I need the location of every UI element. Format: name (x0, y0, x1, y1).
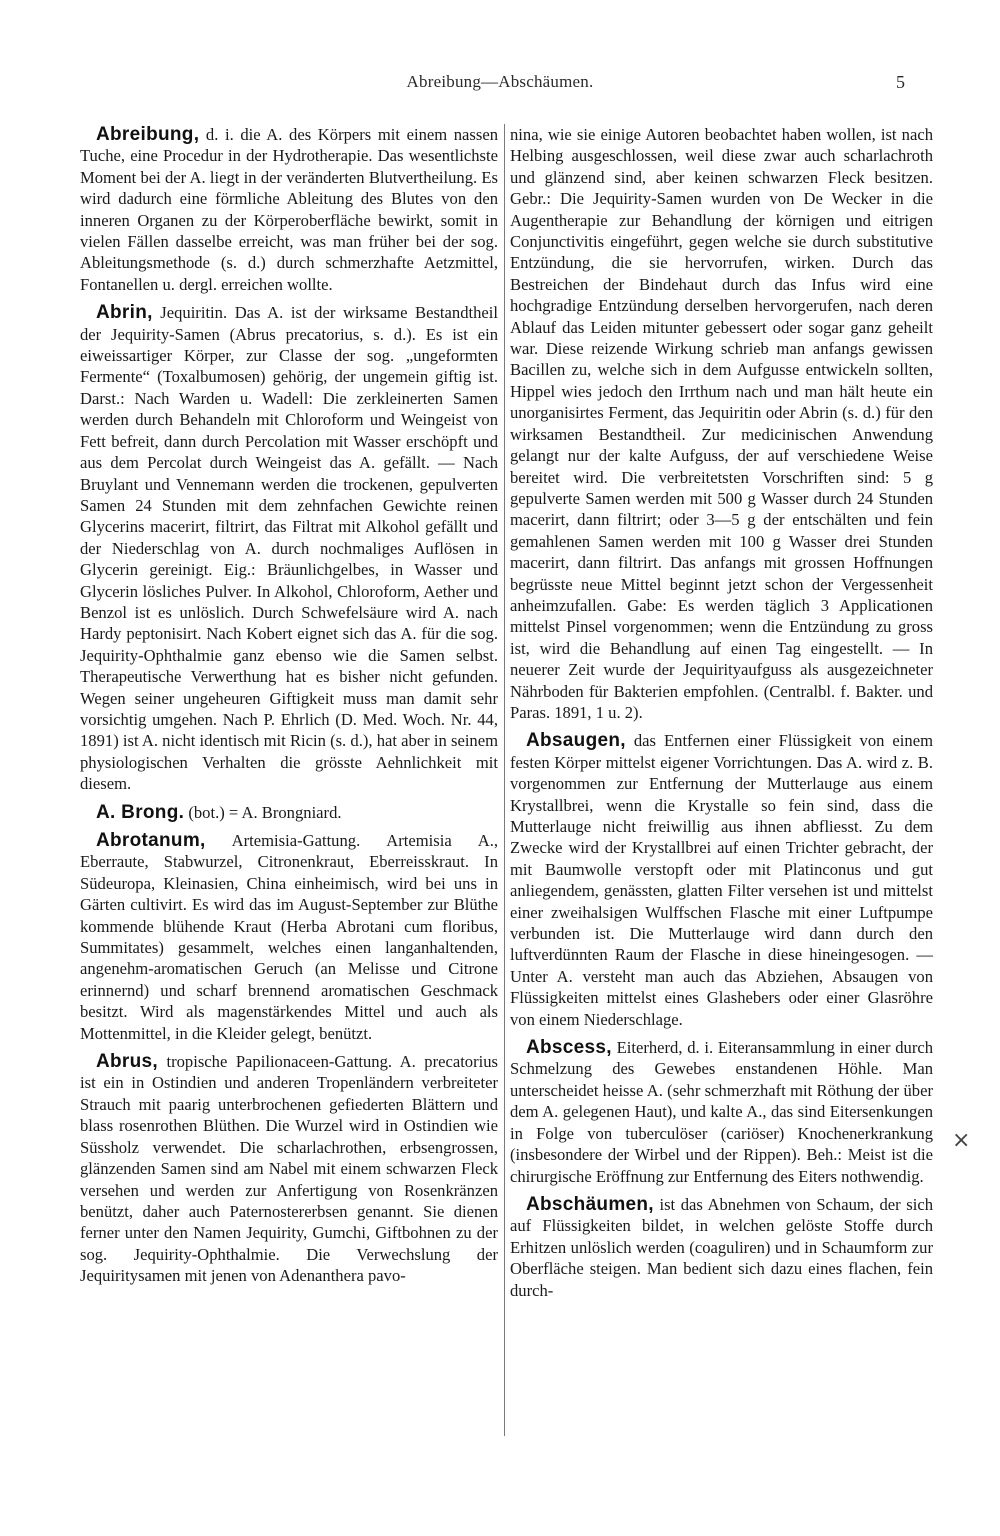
entry-text: Eiterherd, d. i. Eiteransammlung in einer durch Schmelzung des Gewebes enstandenen Höhle. Man unterscheidet heisse A. (sehr schmerzhaft mit Röthung der über dem A. gelegenen Haut), und kalte A., das sind Eitersenkungen in Folge von tuberculöser (cariöser) Knochenerkrankung (insbesondere der Wirbel und der Rippen). Beh.: Meist ist die chirurgische Eröffnung zur Entfernung des Eiters nothwendig. (510, 1038, 934, 1186)
entry-text: Artemisia-Gattung. Artemisia A., Eberraute, Stabwurzel, Citronenkraut, Eberreisskraut. In Südeuropa, Kleinasien, China einheimisch, wird bei uns in Gärten cultivirt. Es wird das im August-September zur Blüthe kommende blühende Kraut (Herba Abrotani cum floribus, Summitates) gesammelt, welches einen langanhaltenden, angenehm-aromatischen Geruch (an Melisse und Citrone erinnernd) und scharf brennend aromatischen Geschmack besitzt. Wird als magenstärkendes Mittel und auch als Mottenmittel, in die Kleider gelegt, benützt. (80, 831, 499, 1043)
page-number: 5 (896, 72, 905, 92)
entry-text: (bot.) = A. Brongniard. (188, 802, 342, 822)
column-divider (504, 124, 505, 1436)
right-column (510, 124, 933, 1308)
entry-abrin (80, 302, 498, 794)
left-column (80, 124, 498, 1294)
entry-text: tropische Papilionaceen-Gattung. A. precatorius ist ein in Ostindien und anderen Tropenländern verbreiteter Strauch mit paarig unterbrochenen gefiederten Blättern und blass rosenrothen Blüthen. Die Wurzel wird in Ostindien wie Süssholz verwendet. Die scharlachrothen, erbsengrossen, glänzenden Samen sind am Nabel mit einem schwarzen Fleck versehen und werden zur Anfertigung von Rosenkränzen benützt, daher auch Paternostererbsen genannt. Sie dienen ferner unter den Namen Jequirity, Gumchi, Giftbohnen zu der sog. Jequirity-Ophthalmie. Die Verwechslung der Jequiritysamen mit jenen von Adenanthera pavo- (80, 1052, 498, 1286)
entry-headword: Abrotanum, (96, 830, 206, 851)
margin-cross-mark: × (952, 1128, 971, 1153)
entry-abrotanum (80, 830, 498, 1044)
entry-abrus (80, 1051, 498, 1286)
running-header: Abreibung—Abschäumen. (406, 72, 594, 91)
entry-abschaeumen (510, 1194, 933, 1301)
entry-absaugen (510, 730, 933, 1030)
entry-text: ist das Abnehmen von Schaum, der sich auf Flüssigkeiten bildet, in welchen gelöste Stoffe durch Erhitzen unlöslich werden (coaguliren) und in Schaumform zur Oberfläche steigen. Man bedient sich dazu eines flachen, fein durch- (510, 1194, 933, 1300)
entry-a-brong (80, 802, 498, 823)
entry-abrus-continued (510, 124, 933, 723)
entry-headword: Abscess, (526, 1037, 612, 1059)
entry-text: Jequiritin. Das A. ist der wirksame Bestandtheil der Jequirity-Samen (Abrus precatorius, s. d.). Es ist ein eiweissartiger Körper, zur Classe der sog. „ungeformten Fermente“ (Toxalbumosen) gehörig, der ungemein giftig ist. Darst.: Nach Warden u. Wadell: Die zerkleinerten Samen werden durch Behandeln mit Chloroform und Weingeist von Fett befreit, dann durch Percolation mit Wasser erschöpft und aus dem Percolat durch Weingeist das A. gefällt. — Nach Bruylant und Vennemann werden die trockenen, gepulverten Samen 24 Stunden mit dem zehnfachen Gewichte reinen Glycerins macerirt, filtrirt, das Filtrat mit Alkohol gefällt und der Niederschlag von A. durch nochmaliges Auflösen in Glycerin gereinigt. Eig.: Bräunlichgelbes, in Wasser und Glycerin lösliches Pulver. In Alkohol, Chloroform, Aether und Benzol ist es unlöslich. Durch Schwefelsäure wird A. nach Hardy peptonisirt. Nach Kobert eignet sich das A. für die sog. Jequirity-Ophthalmie ganz ebenso wie die Samen selbst. Therapeutische Verwerthung hat es bisher nicht gefunden. Wegen seiner ungeheuren Giftigkeit muss man damit sehr vorsichtig umgehen. Nach P. Ehrlich (D. Med. Woch. Nr. 44, 1891) ist A. nicht identisch mit Ricin (s. d.), hat aber in seinem physiologischen Verhalten die grösste Aehnlichkeit mit diesem. (80, 303, 498, 794)
entry-headword: Abreibung, (96, 124, 200, 145)
entry-text: nina, wie sie einige Autoren beobachtet haben wollen, ist nach Helbing ausgeschlossen, weil diese zwar auch scharlachroth und glänzend sind, aber keinen schwarzen Fleck besitzen. Gebr.: Die Jequirity-Samen wurden von De Wecker in die Augentherapie zur Behandlung der körnigen und eitrigen Conjunctivitis eingeführt, gegen welche sie durch substitutive Entzündung, die sie hervorrufen, wirken. Durch das Bestreichen der Bindehaut durch das Infus wird eine hochgradige Entzündung derselben hervorgerufen, nach deren Ablauf das Leiden mitunter gebessert oder sogar ganz geheilt war. Diese reizende Wirkung schrieb man anfangs gewissen Bacillen zu, welche sich in dem Aufgusse entwickeln sollten, Hippel wies jedoch den Irrthum nach und man hält heute ein unorganisirtes Ferment, das Jequiritin oder Abrin (s. d.) für den wirksamen Bestandtheil. Zur medicinischen Anwendung gelangt nur der kalte Aufguss, der auf verschiedene Weise bereitet wird. Die verbreitetsten Vorschriften sind: 5 g gepulverte Samen werden mit 500 g Wasser durch 24 Stunden macerirt, dann filtrirt; oder 3—5 g der entschälten und fein gemahlenen Samen werden mit 100 g Wasser drei Stunden macerirt, dann filtrirt. Das anfangs mit grossen Hoffnungen begrüsste neue Mittel beginnt jetzt schon der Vergessenheit anheimzufallen. Gabe: Es werden täglich 3 Applicationen mittelst Pinsel vorgenommen; wenn die Entzündung zu gross ist, wird die Behandlung auf einen Tag eingestellt. — In neuerer Zeit wurde der Jequirityaufguss als ausgezeichneter Nährboden für Bakterien empfohlen. (Centralbl. f. Bakter. und Paras. 1891, 1 u. 2). (510, 125, 933, 722)
entry-headword: Absaugen, (526, 730, 626, 752)
entry-text: das Entfernen einer Flüssigkeit von einem festen Körper mittelst eigener Vorrichtungen. Das A. wird z. B. vorgenommen zur Entfernung der Mutterlauge aus einem Krystallbrei, wenn die Krystalle so fein sind, dass die Mutterlauge nicht freiwillig aus ihnen abfliesst. Zu dem Zwecke wird der Krystallbrei auf einen Trichter gebracht, der mit Baumwolle verstopft oder mit Platinconus und gut anliegendem, genässten, glatten Filter versehen ist und mittelst einer zweihalsigen Wulffschen Flasche mit einer Luftpumpe verbunden ist. Die Mutterlauge wird dann durch den luftverdünnten Raum der Flasche in diese hineingesogen. — Unter A. versteht man auch das Abziehen, Absaugen von Flüssigkeiten mittelst eines Glashebers oder einer Glasröhre von einem Niederschlage. (510, 731, 933, 1029)
entry-headword: Abschäumen, (526, 1193, 654, 1215)
entry-headword: Abrin, (96, 302, 153, 324)
entry-abscess (510, 1037, 933, 1187)
entry-text: d. i. die A. des Körpers mit einem nassen Tuche, eine Procedur in der Hydrotherapie. Das wesentlichste Moment bei der A. liegt in der veränderten Blutvertheilung. Es wird dadurch eine förmliche Ableitung des Blutes von den inneren Organen zu der Körperoberfläche bewirkt, somit in vielen Fällen dasselbe erreicht, was man früher bei der sog. Ableitungsmethode (s. d.) durch schmerzhafte Aetzmittel, Fontanellen u. dergl. erreichen wollte. (80, 125, 498, 294)
entry-headword: Abrus, (96, 1051, 158, 1073)
entry-headword: A. Brong. (96, 801, 185, 823)
entry-abreibung (80, 124, 498, 295)
